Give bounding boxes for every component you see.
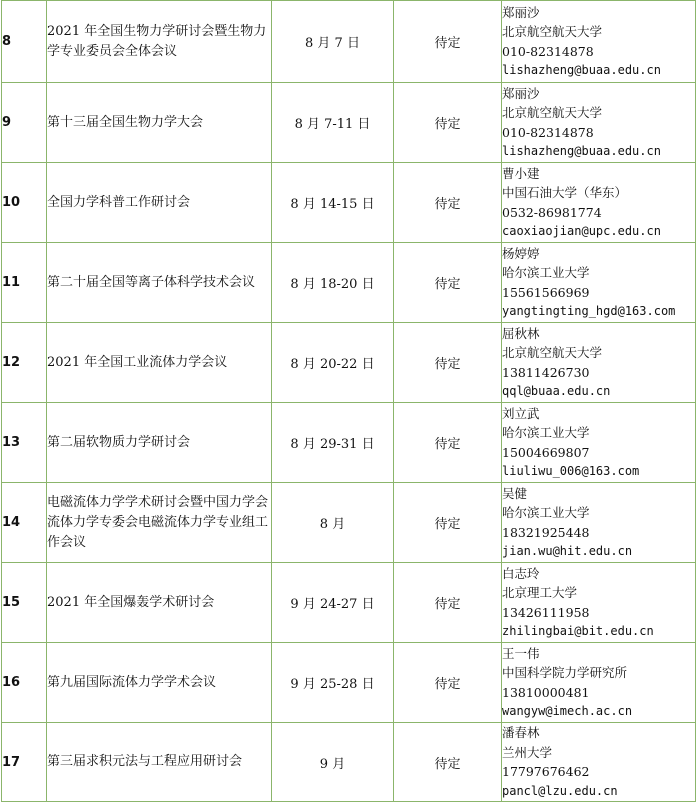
- conference-name: 2021 年全国工业流体力学会议: [47, 323, 272, 403]
- contact-org: 哈尔滨工业大学: [502, 425, 590, 440]
- contact-person: 白志玲: [502, 565, 540, 581]
- contact-person: 刘立武: [502, 405, 540, 421]
- contact-phone: 0532-86981774: [502, 204, 602, 220]
- contact-person: 王一伟: [502, 645, 540, 661]
- conference-status: 待定: [394, 403, 502, 483]
- row-number: 17: [2, 723, 47, 802]
- row-number: 16: [2, 643, 47, 723]
- contact-cell: [502, 163, 696, 243]
- contact-org: 哈尔滨工业大学: [502, 265, 590, 280]
- contact-org: 中国石油大学（华东）: [502, 185, 628, 200]
- conference-date: 8 月 29-31 日: [272, 403, 394, 483]
- conference-name: 第二十届全国等离子体科学技术会议: [47, 243, 272, 323]
- contact-org: 北京航空航天大学: [502, 105, 603, 120]
- contact-cell: [502, 483, 696, 563]
- table-row: [2, 723, 696, 802]
- conference-date: 8 月: [272, 483, 394, 563]
- conference-date: 9 月 24-27 日: [272, 563, 394, 643]
- conference-date: 8 月 18-20 日: [272, 243, 394, 323]
- contact-cell: [502, 323, 696, 403]
- contact-org: 北京理工大学: [502, 585, 578, 600]
- contact-phone: 010-82314878: [502, 43, 594, 59]
- table-row: [2, 483, 696, 563]
- conference-date: 8 月 7 日: [272, 1, 394, 83]
- contact-phone: 13810000481: [502, 684, 590, 700]
- conference-status: 待定: [394, 163, 502, 243]
- contact-cell: [502, 83, 696, 163]
- contact-org: 哈尔滨工业大学: [502, 505, 590, 520]
- conference-name: 全国力学科普工作研讨会: [47, 163, 272, 243]
- conference-name: 2021 年全国生物力学研讨会暨生物力学专业委员会全体会议: [47, 1, 272, 83]
- contact-person: 吴健: [502, 485, 528, 501]
- contact-cell: [502, 1, 696, 83]
- contact-email: lishazheng@buaa.edu.cn: [502, 144, 661, 158]
- contact-org: 北京航空航天大学: [502, 345, 603, 360]
- contact-cell: [502, 643, 696, 723]
- row-number: 8: [2, 1, 47, 83]
- conference-date: 8 月 20-22 日: [272, 323, 394, 403]
- contact-phone: 15561566969: [502, 284, 590, 300]
- table-row: [2, 163, 696, 243]
- contact-email: pancl@lzu.edu.cn: [502, 783, 618, 798]
- conference-date: 8 月 14-15 日: [272, 163, 394, 243]
- conference-status: 待定: [394, 323, 502, 403]
- table-row: [2, 1, 696, 83]
- conference-date: 9 月 25-28 日: [272, 643, 394, 723]
- contact-cell: [502, 723, 696, 802]
- contact-cell: [502, 563, 696, 643]
- table-row: [2, 83, 696, 163]
- contact-phone: 13426111958: [502, 604, 590, 620]
- conference-name: 第十三届全国生物力学大会: [47, 83, 272, 163]
- table-row: [2, 563, 696, 643]
- contact-email: caoxiaojian@upc.edu.cn: [502, 224, 661, 238]
- table-row: [2, 243, 696, 323]
- contact-cell: [502, 403, 696, 483]
- row-number: 9: [2, 83, 47, 163]
- contact-email: liuliwu_006@163.com: [502, 464, 640, 478]
- conference-date: 8 月 7-11 日: [272, 83, 394, 163]
- contact-person: 杨婷婷: [502, 245, 540, 261]
- contact-email: zhilingbai@bit.edu.cn: [502, 624, 654, 638]
- conference-name: 第三届求积元法与工程应用研讨会: [47, 723, 272, 802]
- conference-status: 待定: [394, 1, 502, 83]
- row-number: 15: [2, 563, 47, 643]
- contact-email: lishazheng@buaa.edu.cn: [502, 63, 661, 77]
- contact-org: 中国科学院力学研究所: [502, 665, 628, 680]
- conference-status: 待定: [394, 723, 502, 802]
- contact-phone: 13811426730: [502, 364, 590, 380]
- contact-person: 郑丽沙: [502, 85, 540, 101]
- row-number: 13: [2, 403, 47, 483]
- contact-person: 曹小建: [502, 165, 540, 181]
- contact-org: 北京航空航天大学: [502, 24, 603, 39]
- conference-status: 待定: [394, 643, 502, 723]
- table-row: [2, 323, 696, 403]
- contact-person: 屈秋林: [502, 325, 540, 341]
- contact-email: wangyw@imech.ac.cn: [502, 704, 633, 718]
- conference-name: 2021 年全国爆轰学术研讨会: [47, 563, 272, 643]
- contact-org: 兰州大学: [502, 744, 553, 760]
- row-number: 10: [2, 163, 47, 243]
- table-row: [2, 643, 696, 723]
- contact-person: 郑丽沙: [502, 4, 540, 20]
- conference-name: 第二届软物质力学研讨会: [47, 403, 272, 483]
- conference-table: [1, 0, 696, 802]
- contact-phone: 15004669807: [502, 444, 590, 460]
- contact-phone: 010-82314878: [502, 124, 594, 140]
- row-number: 11: [2, 243, 47, 323]
- row-number: 14: [2, 483, 47, 563]
- contact-person: 潘春林: [502, 725, 540, 740]
- conference-status: 待定: [394, 83, 502, 163]
- row-number: 12: [2, 323, 47, 403]
- conference-name: 第九届国际流体力学学术会议: [47, 643, 272, 723]
- table-row: [2, 403, 696, 483]
- conference-status: 待定: [394, 243, 502, 323]
- contact-phone: 17797676462: [502, 764, 590, 779]
- contact-email: jian.wu@hit.edu.cn: [502, 544, 633, 558]
- conference-date: 9 月: [272, 723, 394, 802]
- conference-status: 待定: [394, 483, 502, 563]
- contact-phone: 18321925448: [502, 524, 590, 540]
- contact-email: qql@buaa.edu.cn: [502, 384, 611, 398]
- conference-name: 电磁流体力学学术研讨会暨中国力学会流体力学专委会电磁流体力学专业组工作会议: [47, 483, 272, 563]
- contact-email: yangtingting_hgd@163.com: [502, 304, 676, 318]
- conference-status: 待定: [394, 563, 502, 643]
- contact-cell: [502, 243, 696, 323]
